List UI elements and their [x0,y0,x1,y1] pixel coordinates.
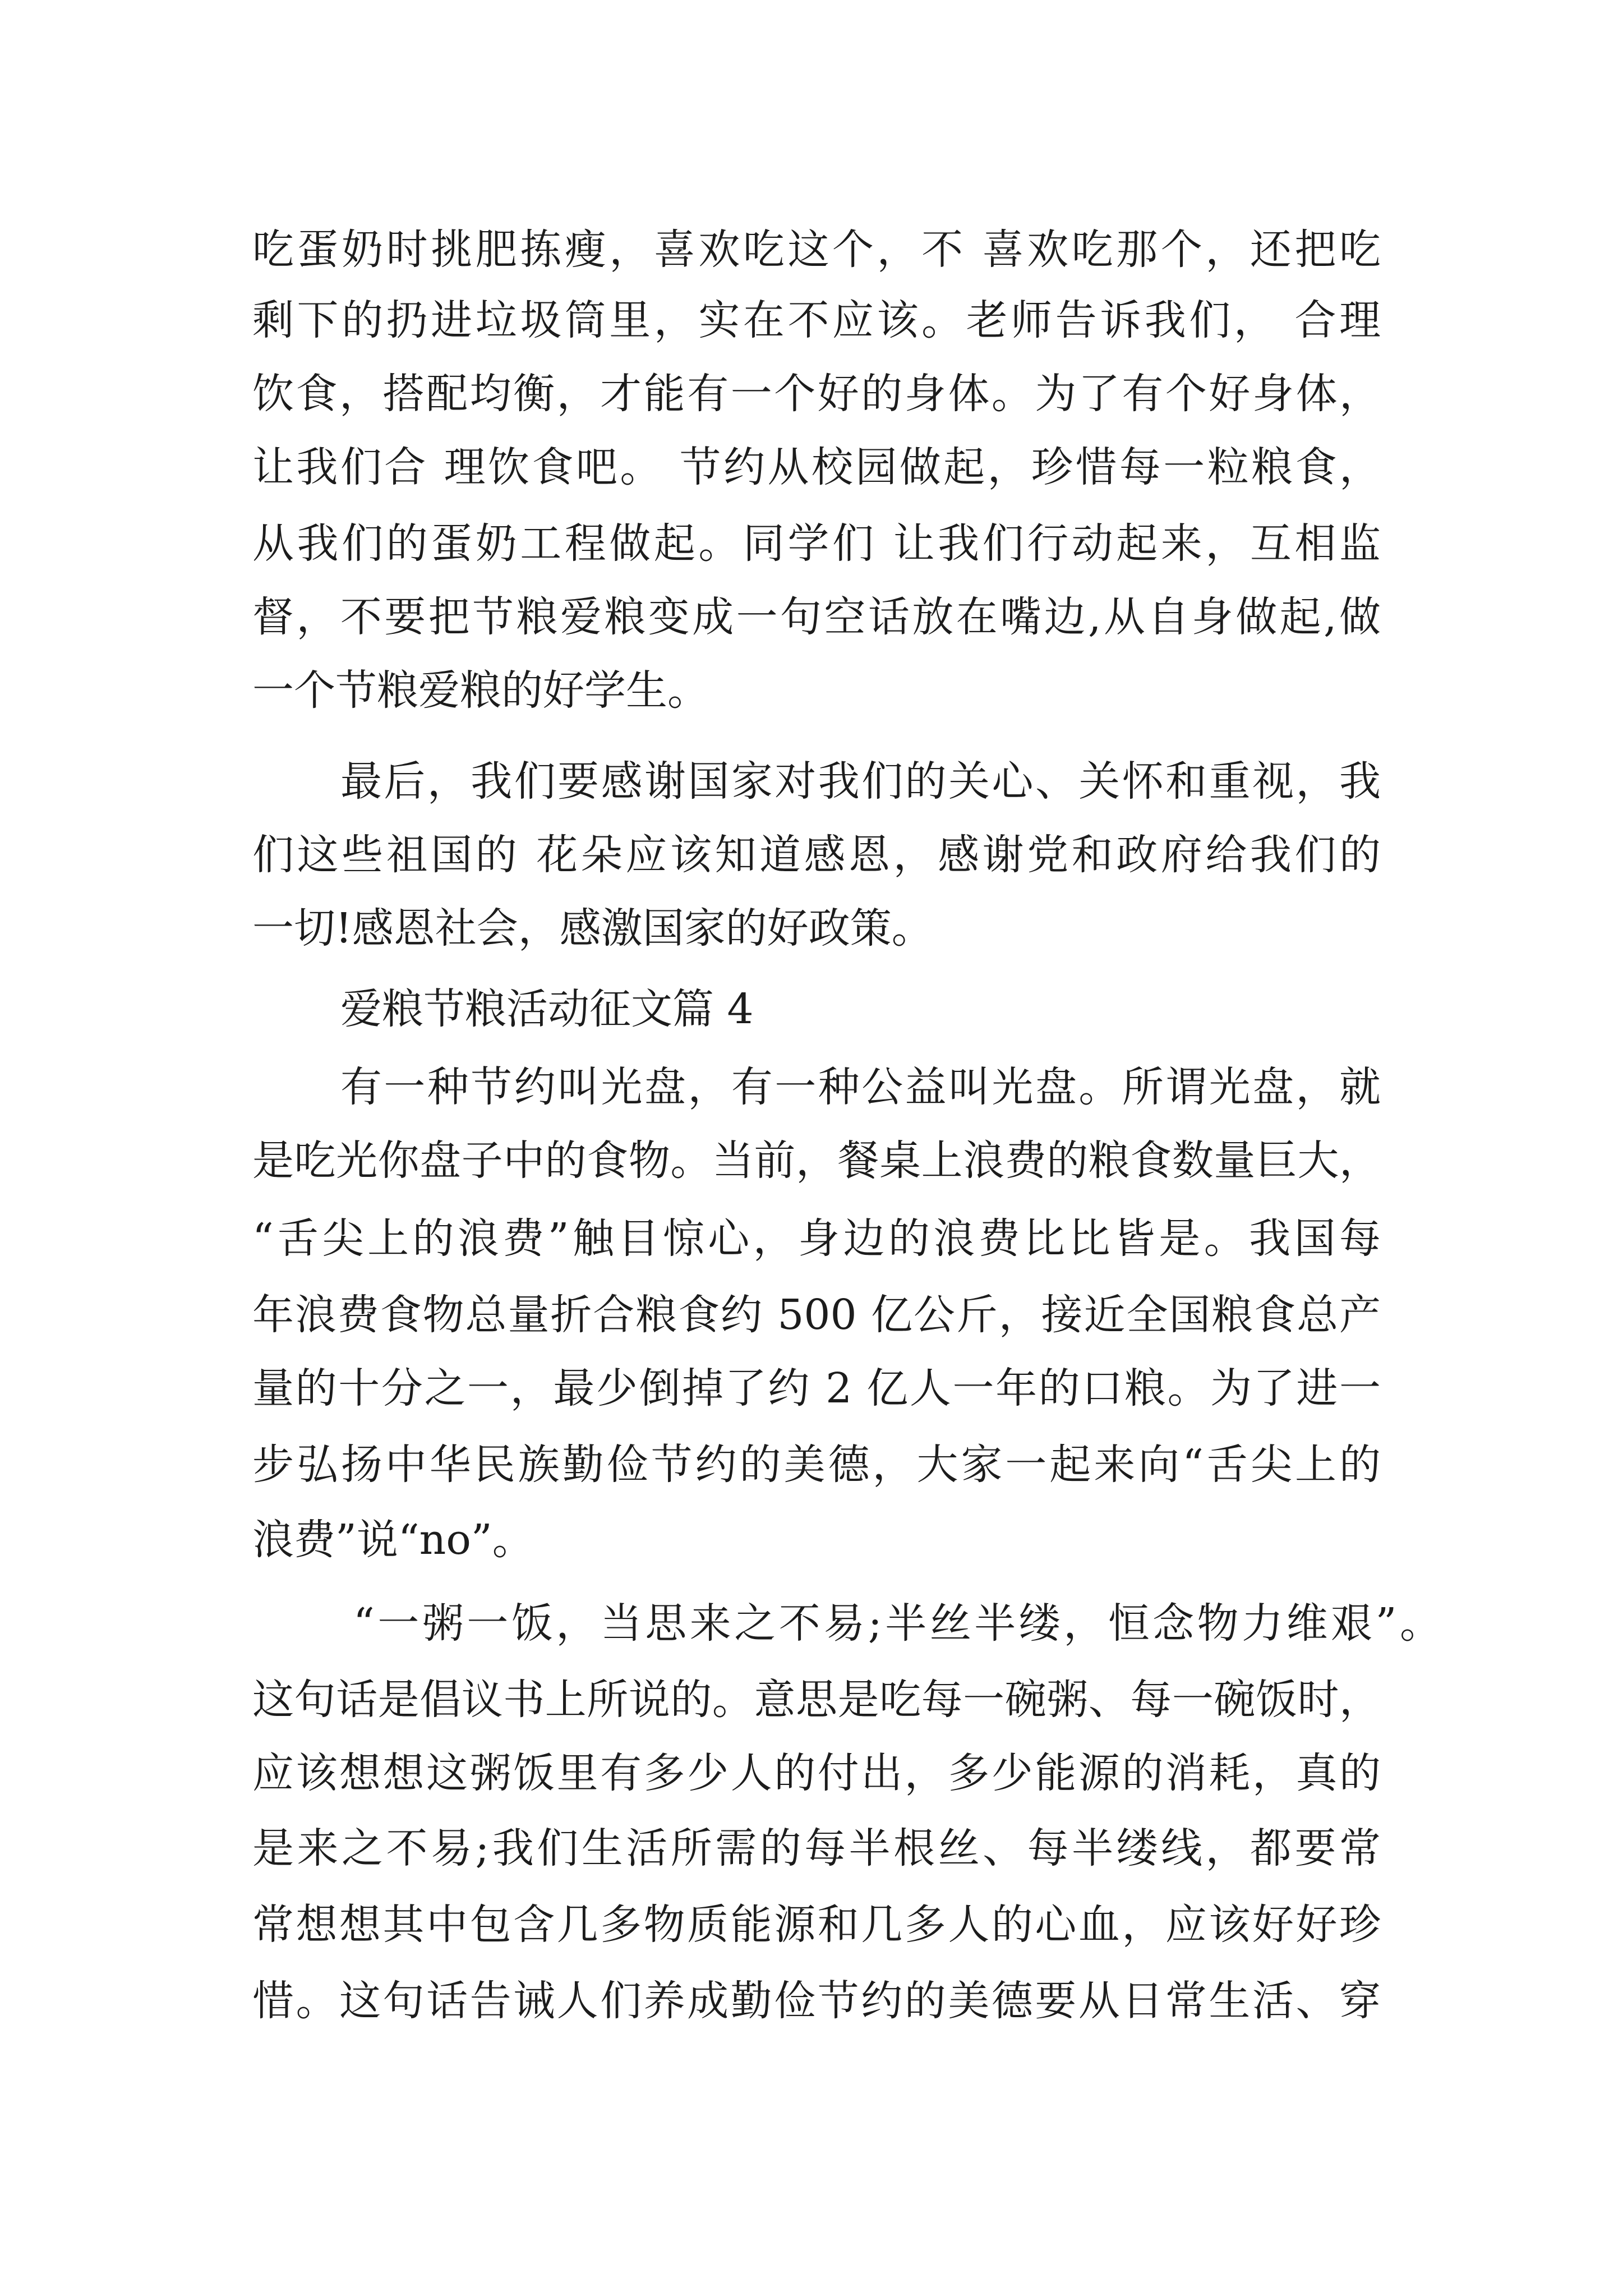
text-line: 一切!感恩社会，感激国家的好政策。 [252,904,933,953]
text-line: 浪费”说“no”。 [252,1516,534,1564]
text-line: 常想想其中包含几多物质能源和几多人的心血，应该好好珍 [252,1901,1381,1949]
text-line: 应该想想这粥饭里有多少人的付出，多少能源的消耗，真的 [252,1749,1381,1797]
text-line: 这句话是倡议书上所说的。意思是吃每一碗粥、每一碗饭时， [252,1676,1381,1724]
text-line: 是来之不易;我们生活所需的每半根丝、每半缕线，都要常 [252,1824,1381,1872]
text-line: 年浪费食物总量折合粮食约 500 亿公斤，接近全国粮食总产 [252,1291,1381,1339]
text-line: “舌尖上的浪费”触目惊心，身边的浪费比比皆是。我国每 [252,1214,1381,1263]
text-line: 步弘扬中华民族勤俭节约的美德，大家一起来向“舌尖上的 [252,1441,1381,1489]
text-line: 量的十分之一，最少倒掉了约 2 亿人一年的口粮。为了进一 [252,1364,1381,1412]
text-line: 吃蛋奶时挑肥拣瘦，喜欢吃这个，不 喜欢吃那个，还把吃 [252,226,1381,274]
text-line: 让我们合 理饮食吧。 节约从校园做起，珍惜每一粒粮食， [252,443,1381,491]
text-line: 从我们的蛋奶工程做起。同学们 让我们行动起来，互相监 [252,519,1381,568]
text-line: 一个节粮爱粮的好学生。 [252,666,709,715]
text-line: “一粥一饭，当思来之不易;半丝半缕，恒念物力维艰”。 [353,1599,1441,1648]
text-line: 惜。这句话告诫人们养成勤俭节约的美德要从日常生活、穿 [252,1977,1381,2025]
text-line: 督，不要把节粮爱粮变成一句空话放在嘴边,从自身做起,做 [252,593,1381,641]
text-line: 们这些祖国的 花朵应该知道感恩，感谢党和政府给我们的 [252,831,1381,879]
text-line: 最后，我们要感谢国家对我们的关心、关怀和重视，我 [340,757,1381,806]
text-line: 有一种节约叫光盘，有一种公益叫光盘。所谓光盘，就 [340,1063,1381,1111]
text-line: 饮食，搭配均衡，才能有一个好的身体。为了有个好身体， [252,370,1381,418]
text-line: 剩下的扔进垃圾筒里，实在不应该。老师告诉我们， 合理 [252,296,1381,344]
text-line: 是吃光你盘子中的食物。当前，餐桌上浪费的粮食数量巨大， [252,1137,1381,1185]
section-heading: 爱粮节粮活动征文篇 4 [340,985,754,1033]
